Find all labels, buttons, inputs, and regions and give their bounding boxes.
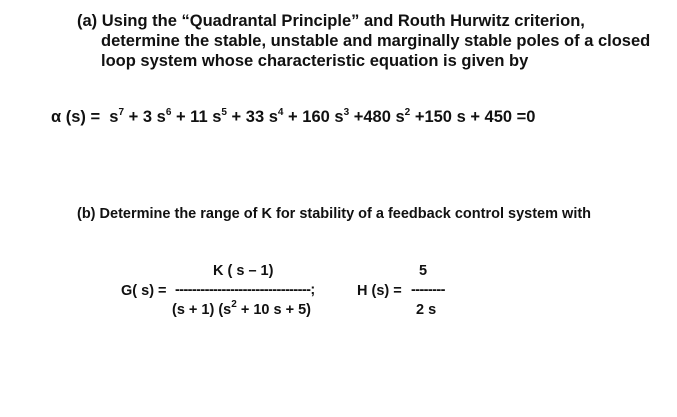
- equation-term: s: [212, 108, 222, 126]
- equation-operator: + 33: [226, 108, 269, 126]
- equation-term: s: [395, 108, 405, 126]
- equation-term: s: [156, 108, 166, 126]
- equation-exponent: 7: [118, 107, 125, 118]
- equation-exponent: 2: [404, 107, 411, 118]
- g-numerator: K ( s – 1): [213, 263, 274, 279]
- g-denominator-left: (s + 1) (s: [172, 302, 232, 318]
- g-denominator-right: + 10 s + 5): [236, 302, 311, 318]
- equation-term: s: [109, 108, 119, 126]
- equation-operator: + 3: [124, 108, 157, 126]
- equation-operator: + 160: [283, 108, 335, 126]
- equation-lhs: α (s) =: [51, 108, 101, 126]
- part-a-line-1: (a) Using the “Quadrantal Principle” and Routh Hurwitz criterion,: [77, 12, 585, 30]
- equation-operator: +150 s + 450 =0: [410, 108, 536, 126]
- g-label: G( s) =: [121, 283, 167, 299]
- equation-operator: +480: [349, 108, 396, 126]
- equation-exponent: 5: [221, 107, 227, 118]
- equation-term: s: [268, 108, 278, 126]
- g-denominator-exponent: 2: [231, 299, 237, 310]
- g-fraction-line: --------------------------------;: [175, 282, 315, 298]
- equation-operator: + 11: [171, 108, 213, 126]
- part-b-heading: (b) Determine the range of K for stability of a feedback control system with: [77, 206, 592, 222]
- h-fraction-line: --------: [411, 282, 445, 298]
- h-label: H (s) =: [357, 283, 402, 299]
- equation-exponent: 3: [343, 107, 350, 118]
- equation-exponent: 4: [277, 107, 284, 118]
- part-a-line-2: determine the stable, unstable and marginally stable poles of a closed: [101, 32, 651, 50]
- g-denominator: [172, 301, 311, 319]
- equation-exponent: 6: [165, 107, 172, 118]
- equation-term: s: [334, 108, 344, 126]
- part-a-line-3: loop system whose characteristic equation is given by: [101, 52, 529, 70]
- characteristic-equation: [51, 108, 535, 127]
- h-denominator: 2 s: [416, 302, 437, 318]
- h-numerator: 5: [419, 263, 428, 279]
